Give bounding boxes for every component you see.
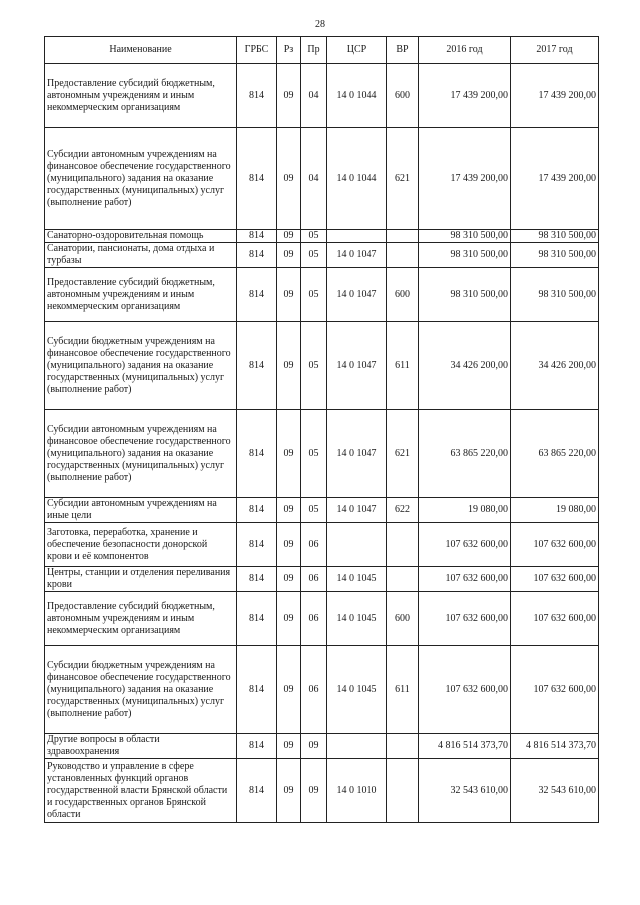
row-csr: 14 0 1047: [327, 243, 387, 268]
row-csr: 14 0 1045: [327, 567, 387, 592]
row-name: Предоставление субсидий бюджетным, автономным учреждениям и иным некоммерческим организациям: [45, 64, 237, 128]
budget-table: [44, 36, 599, 823]
row-pr: 05: [301, 230, 327, 243]
row-rz: 09: [277, 567, 301, 592]
row-name: Субсидии автономным учреждениям на финансовое обеспечение государственного (муниципального) задания на оказание государственных (муниципальных) услуг (выполнение работ): [45, 128, 237, 230]
row-csr: 14 0 1010: [327, 759, 387, 823]
row-rz: 09: [277, 523, 301, 567]
row-csr: [327, 230, 387, 243]
row-name: Субсидии бюджетным учреждениям на финансовое обеспечение государственного (муниципального) задания на оказание государственных (муниципальных) услуг (выполнение работ): [45, 646, 237, 734]
table-row: [45, 64, 599, 128]
row-amount-2016: 107 632 600,00: [419, 646, 511, 734]
row-amount-2016: 4 816 514 373,70: [419, 734, 511, 759]
row-name: Субсидии бюджетным учреждениям на финансовое обеспечение государственного (муниципального) задания на оказание государственных (муниципальных) услуг (выполнение работ): [45, 322, 237, 410]
row-csr: 14 0 1044: [327, 128, 387, 230]
row-amount-2016: 98 310 500,00: [419, 268, 511, 322]
row-amount-2017: 107 632 600,00: [511, 567, 599, 592]
row-grbs: 814: [237, 128, 277, 230]
row-grbs: 814: [237, 410, 277, 498]
row-name: Субсидии автономным учреждениям на иные цели: [45, 498, 237, 523]
row-amount-2017: 34 426 200,00: [511, 322, 599, 410]
row-grbs: 814: [237, 498, 277, 523]
row-pr: 04: [301, 64, 327, 128]
row-vr: 611: [387, 646, 419, 734]
table-row: [45, 322, 599, 410]
row-amount-2016: 98 310 500,00: [419, 230, 511, 243]
row-grbs: 814: [237, 759, 277, 823]
row-csr: 14 0 1045: [327, 646, 387, 734]
row-vr: 600: [387, 592, 419, 646]
row-amount-2016: 107 632 600,00: [419, 567, 511, 592]
row-csr: 14 0 1047: [327, 498, 387, 523]
row-vr: [387, 759, 419, 823]
row-csr: 14 0 1047: [327, 268, 387, 322]
row-vr: [387, 243, 419, 268]
row-rz: 09: [277, 322, 301, 410]
row-name: Санаторно-оздоровительная помощь: [45, 230, 237, 243]
header-year-2017: 2017 год: [511, 37, 599, 64]
row-grbs: 814: [237, 523, 277, 567]
row-pr: 06: [301, 523, 327, 567]
row-vr: 622: [387, 498, 419, 523]
row-name: Центры, станции и отделения переливания крови: [45, 567, 237, 592]
row-rz: 09: [277, 646, 301, 734]
table-row: [45, 230, 599, 243]
row-amount-2016: 98 310 500,00: [419, 243, 511, 268]
row-grbs: 814: [237, 230, 277, 243]
row-csr: 14 0 1045: [327, 592, 387, 646]
header-vr: ВР: [387, 37, 419, 64]
row-vr: [387, 567, 419, 592]
row-name: Предоставление субсидий бюджетным, автономным учреждениям и иным некоммерческим организациям: [45, 592, 237, 646]
row-grbs: 814: [237, 64, 277, 128]
row-rz: 09: [277, 230, 301, 243]
row-pr: 06: [301, 592, 327, 646]
table-row: [45, 567, 599, 592]
row-name: Руководство и управление в сфере установленных функций органов государственной власти Брянской области и государственных органов Брянской области: [45, 759, 237, 823]
row-amount-2017: 4 816 514 373,70: [511, 734, 599, 759]
row-name: Санатории, пансионаты, дома отдыха и турбазы: [45, 243, 237, 268]
row-name: Предоставление субсидий бюджетным, автономным учреждениям и иным некоммерческим организациям: [45, 268, 237, 322]
row-name: Заготовка, переработка, хранение и обеспечение безопасности донорской крови и её компонентов: [45, 523, 237, 567]
row-amount-2016: 34 426 200,00: [419, 322, 511, 410]
row-amount-2017: 107 632 600,00: [511, 523, 599, 567]
row-rz: 09: [277, 243, 301, 268]
row-amount-2017: 17 439 200,00: [511, 128, 599, 230]
row-vr: [387, 523, 419, 567]
row-amount-2017: 32 543 610,00: [511, 759, 599, 823]
row-csr: [327, 734, 387, 759]
row-amount-2017: 98 310 500,00: [511, 243, 599, 268]
table-row: [45, 243, 599, 268]
row-rz: 09: [277, 592, 301, 646]
table-row: [45, 498, 599, 523]
row-pr: 05: [301, 243, 327, 268]
row-rz: 09: [277, 498, 301, 523]
row-pr: 06: [301, 646, 327, 734]
row-grbs: 814: [237, 268, 277, 322]
row-vr: [387, 230, 419, 243]
row-amount-2016: 32 543 610,00: [419, 759, 511, 823]
row-amount-2016: 107 632 600,00: [419, 592, 511, 646]
row-rz: 09: [277, 734, 301, 759]
row-rz: 09: [277, 268, 301, 322]
header-pr: Пр: [301, 37, 327, 64]
header-csr: ЦСР: [327, 37, 387, 64]
header-name: Наименование: [45, 37, 237, 64]
row-pr: 04: [301, 128, 327, 230]
row-pr: 05: [301, 322, 327, 410]
header-rz: Рз: [277, 37, 301, 64]
table-row: [45, 759, 599, 823]
table-row: [45, 592, 599, 646]
row-name: Другие вопросы в области здравоохранения: [45, 734, 237, 759]
row-csr: 14 0 1044: [327, 64, 387, 128]
table-header-row: [45, 37, 599, 64]
row-pr: 09: [301, 734, 327, 759]
row-amount-2017: 98 310 500,00: [511, 268, 599, 322]
row-amount-2017: 98 310 500,00: [511, 230, 599, 243]
row-pr: 05: [301, 410, 327, 498]
row-rz: 09: [277, 759, 301, 823]
row-amount-2016: 107 632 600,00: [419, 523, 511, 567]
row-amount-2017: 17 439 200,00: [511, 64, 599, 128]
row-grbs: 814: [237, 243, 277, 268]
row-vr: 621: [387, 128, 419, 230]
row-csr: [327, 523, 387, 567]
table-body: [45, 64, 599, 823]
row-vr: 600: [387, 64, 419, 128]
row-grbs: 814: [237, 567, 277, 592]
row-csr: 14 0 1047: [327, 322, 387, 410]
row-vr: 621: [387, 410, 419, 498]
row-pr: 09: [301, 759, 327, 823]
table-row: [45, 646, 599, 734]
row-rz: 09: [277, 64, 301, 128]
row-name: Субсидии автономным учреждениям на финансовое обеспечение государственного (муниципального) задания на оказание государственных (муниципальных) услуг (выполнение работ): [45, 410, 237, 498]
table-row: [45, 128, 599, 230]
row-vr: 611: [387, 322, 419, 410]
row-grbs: 814: [237, 322, 277, 410]
row-rz: 09: [277, 410, 301, 498]
page-number: 28: [315, 19, 325, 30]
table-row: [45, 268, 599, 322]
row-amount-2016: 19 080,00: [419, 498, 511, 523]
row-grbs: 814: [237, 592, 277, 646]
row-vr: [387, 734, 419, 759]
table-row: [45, 734, 599, 759]
row-amount-2017: 63 865 220,00: [511, 410, 599, 498]
row-amount-2017: 107 632 600,00: [511, 646, 599, 734]
header-grbs: ГРБС: [237, 37, 277, 64]
row-pr: 05: [301, 268, 327, 322]
row-pr: 06: [301, 567, 327, 592]
row-amount-2016: 17 439 200,00: [419, 128, 511, 230]
table-row: [45, 410, 599, 498]
row-amount-2016: 63 865 220,00: [419, 410, 511, 498]
row-grbs: 814: [237, 734, 277, 759]
table-row: [45, 523, 599, 567]
row-pr: 05: [301, 498, 327, 523]
row-rz: 09: [277, 128, 301, 230]
row-grbs: 814: [237, 646, 277, 734]
row-amount-2017: 107 632 600,00: [511, 592, 599, 646]
row-amount-2017: 19 080,00: [511, 498, 599, 523]
row-amount-2016: 17 439 200,00: [419, 64, 511, 128]
header-year-2016: 2016 год: [419, 37, 511, 64]
row-csr: 14 0 1047: [327, 410, 387, 498]
row-vr: 600: [387, 268, 419, 322]
